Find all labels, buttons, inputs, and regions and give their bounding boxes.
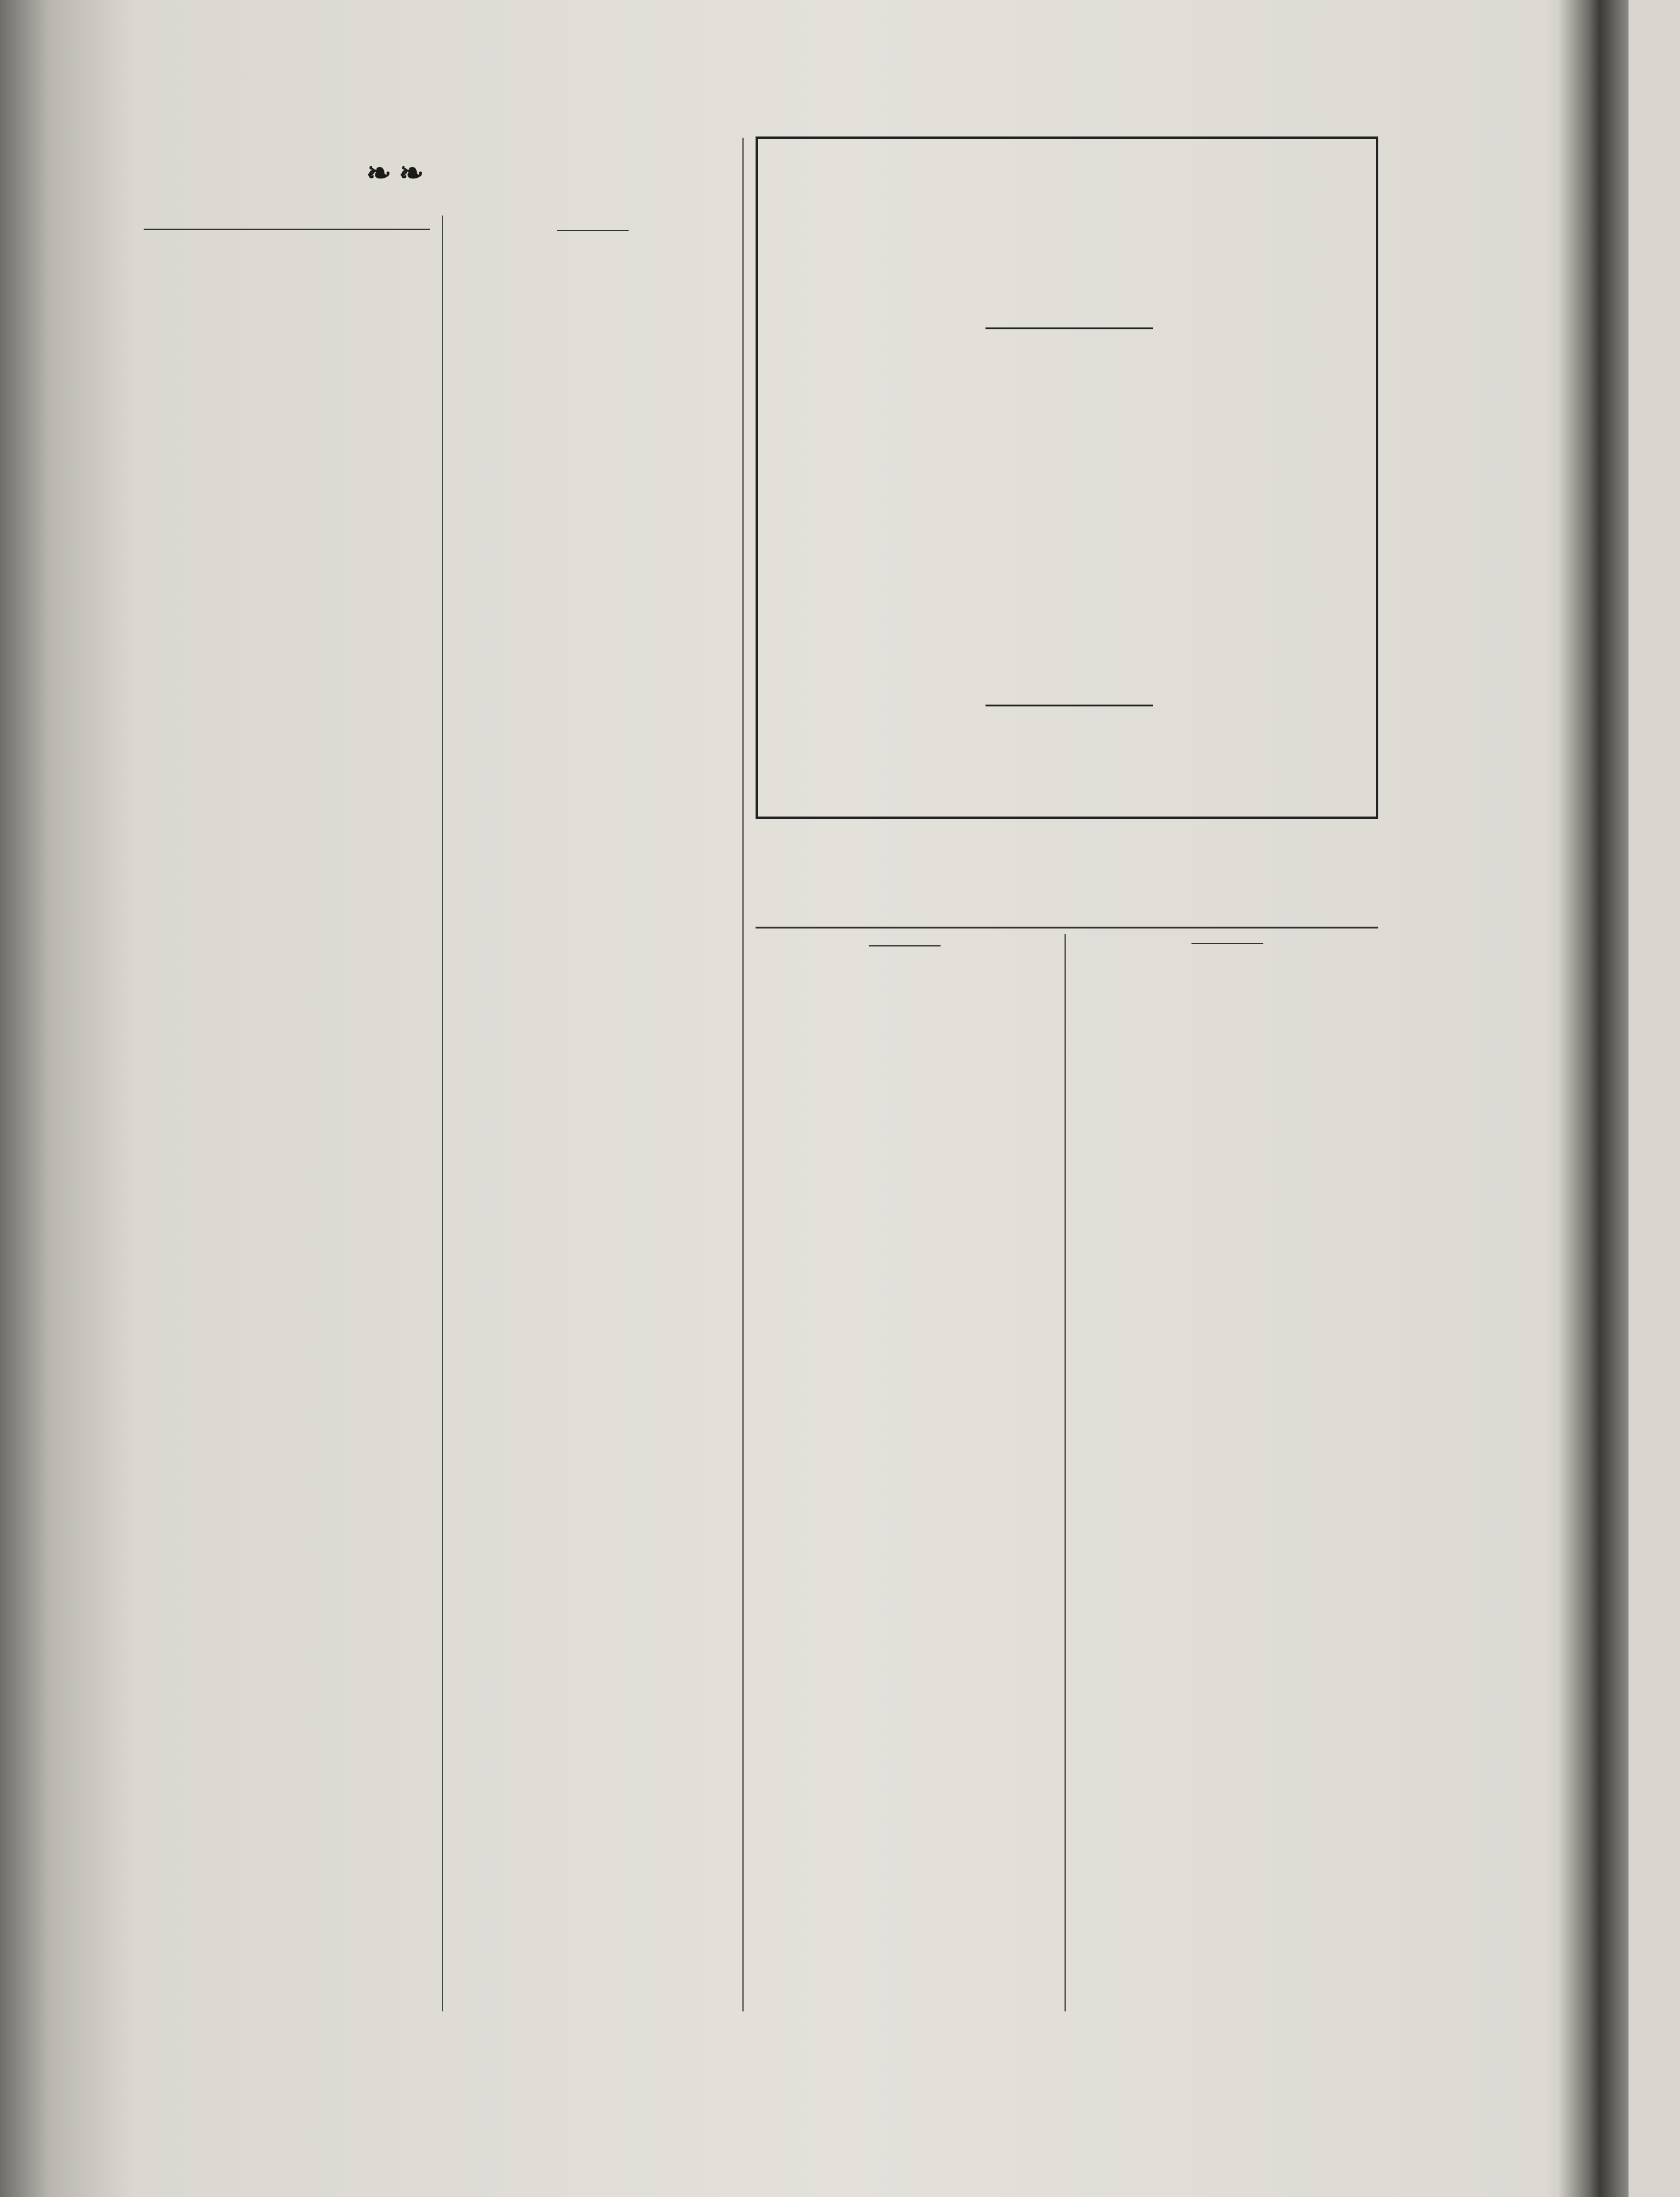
leaf-ornament-right-icon: ❧ [399, 156, 424, 190]
communion-cup-advertisement [756, 832, 1378, 922]
divider [557, 230, 629, 231]
column-rule [1065, 934, 1066, 2011]
ad-bottom-rule [756, 927, 1378, 928]
divider [1191, 943, 1263, 944]
column-3 [753, 937, 1056, 2014]
section-title [228, 156, 563, 190]
ad-info-row [756, 832, 1378, 849]
column-1 [144, 221, 430, 2011]
divider [144, 229, 430, 230]
leaf-ornament-left-icon: ❧ [366, 156, 399, 190]
divider [869, 945, 941, 946]
column-rule [742, 138, 744, 2011]
page-gutter-shadow [1557, 0, 1629, 2197]
column-rule [442, 216, 443, 2011]
adjacent-page-strip [1629, 0, 1680, 2197]
column-2 [452, 221, 733, 2011]
clothing-advertisement [756, 136, 1378, 819]
ad-divider [985, 327, 1153, 329]
page-header [144, 90, 1341, 120]
column-4 [1075, 937, 1380, 2014]
ad-divider [985, 705, 1153, 706]
